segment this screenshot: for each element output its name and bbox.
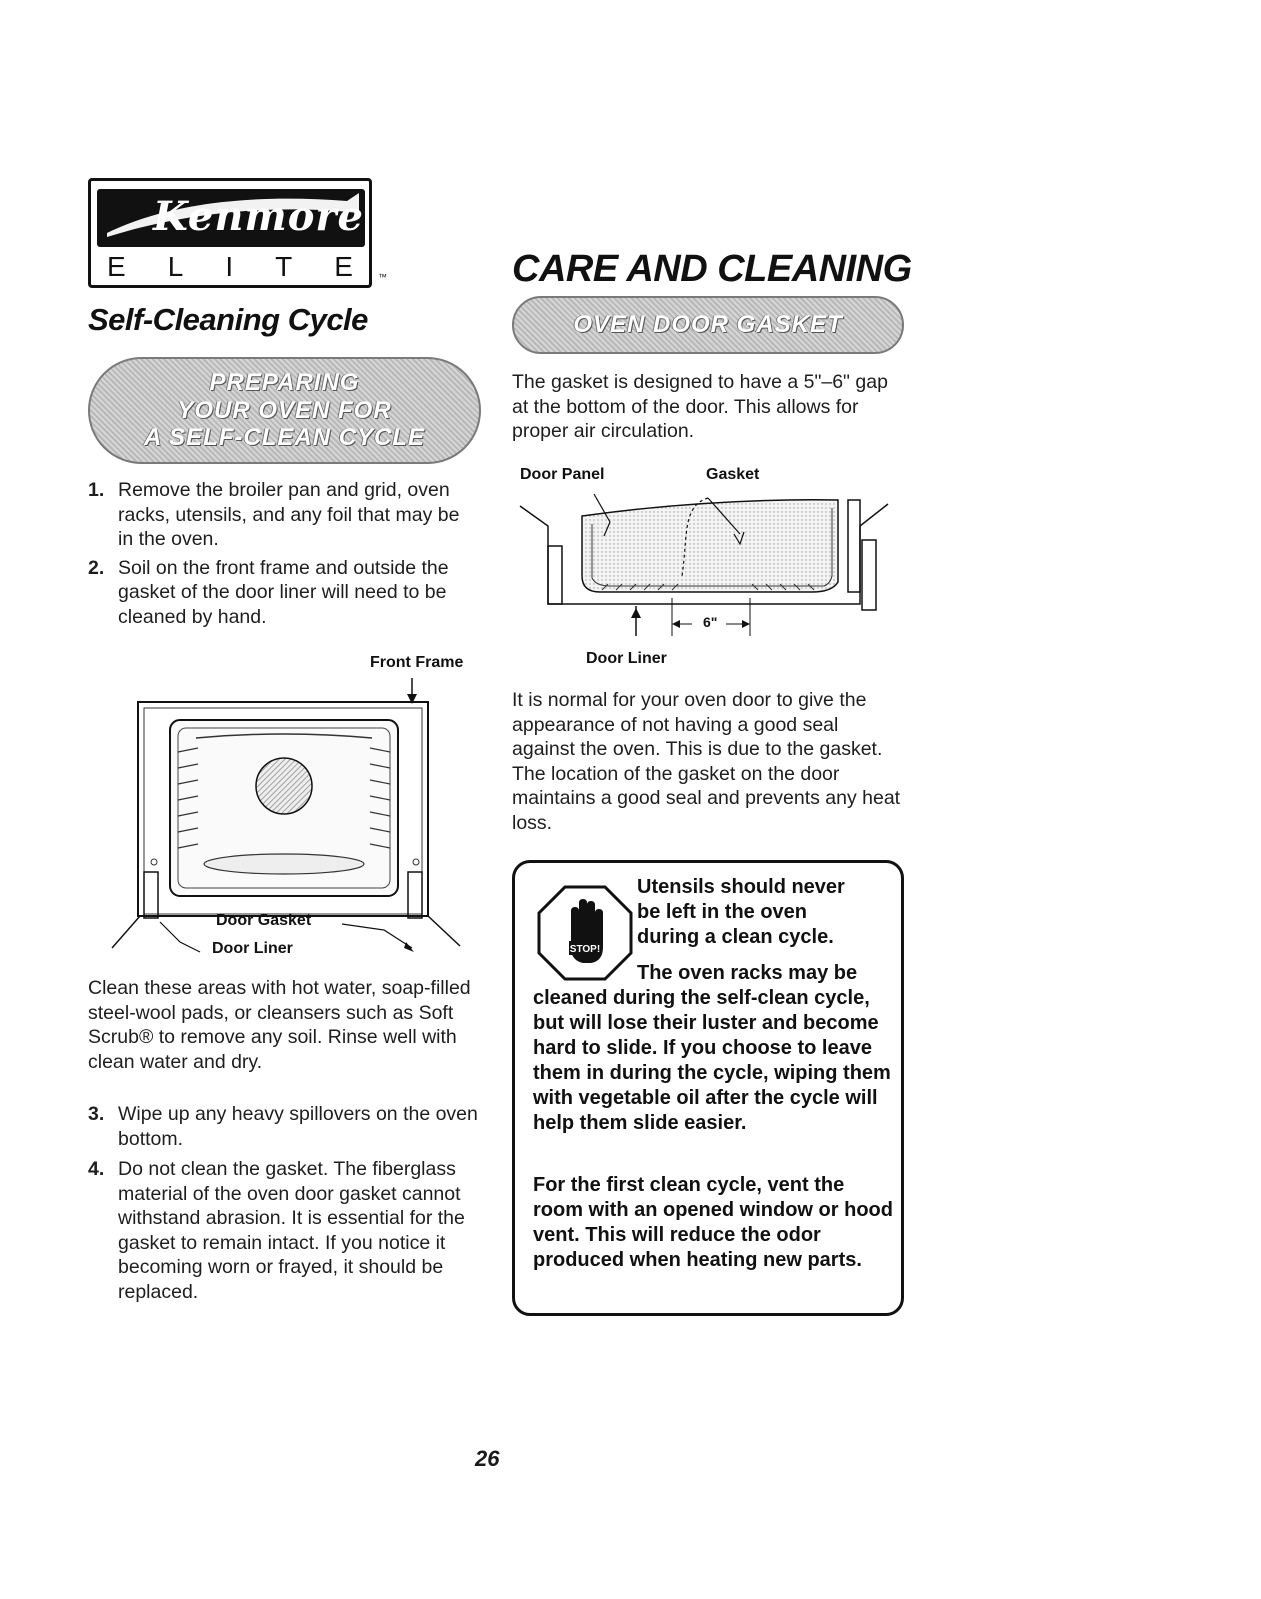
seal-paragraph: It is normal for your oven door to give the appearance of not having a good seal against the oven. This is due to the gasket. The location of the gasket on the door maintains a good seal and prevents any heat loss.	[512, 689, 901, 834]
oven-door-gasket-banner	[512, 296, 904, 354]
banner-line: PREPARING	[209, 369, 360, 397]
step-text: Remove the broiler pan and grid, oven racks, utensils, and any foil that may be in the oven.	[118, 479, 460, 550]
stop-icon-label: STOP!	[569, 944, 601, 955]
banner-line: YOUR OVEN FOR	[177, 396, 392, 424]
front-frame-label: Front Frame	[370, 654, 464, 671]
step-number: 4.	[88, 1158, 105, 1180]
logo-letter: E	[107, 251, 128, 282]
trademark-mark: ™	[378, 272, 387, 282]
more-steps-list	[88, 1102, 480, 1304]
logo-black-band	[97, 189, 365, 247]
page-title: CARE AND CLEANING	[512, 248, 912, 290]
warning-vent-paragraph: For the first clean cycle, vent the room with an opened window or hood vent. This will reduce the odor produced when heating new parts.	[533, 1174, 893, 1271]
gasket-label: Gasket	[706, 466, 760, 483]
gasket-intro: The gasket is designed to have a 5"–6" gap at the bottom of the door. This allows for proper air circulation.	[512, 371, 888, 442]
logo-letter: L	[167, 251, 186, 282]
step-text: Do not clean the gasket. The fiberglass material of the oven door gasket cannot withstand abrasion. It is essential for the gasket to remain intact. If you notice it becoming worn or frayed, it should be replaced.	[118, 1158, 465, 1303]
clean-instructions: Clean these areas with hot water, soap-filled steel-wool pads, or cleansers such as Soft Scrub® to remove any soil. Rinse well with clean water and dry.	[88, 977, 471, 1073]
gap-dimension-label: 6"	[703, 614, 718, 630]
step-text: Soil on the front frame and outside the gasket of the door liner will need to be cleaned by hand.	[118, 556, 449, 628]
kenmore-elite-logo	[88, 178, 372, 288]
door-liner-label-right: Door Liner	[586, 650, 667, 667]
preparing-banner	[88, 357, 481, 464]
logo-wordmark: Kenmore	[153, 193, 364, 240]
list-item	[88, 1157, 480, 1304]
page-number: 26	[475, 1446, 500, 1471]
step-number: 2.	[88, 556, 105, 579]
list-item	[88, 478, 480, 552]
logo-letter: T	[275, 251, 295, 282]
warning-line: during a clean cycle.	[637, 926, 834, 948]
banner-text: OVEN DOOR GASKET	[573, 311, 843, 339]
banner-line: A SELF-CLEAN CYCLE	[143, 424, 426, 452]
warning-lead: The oven racks may be	[637, 962, 858, 984]
logo-letter: I	[225, 251, 236, 282]
step-text: Wipe up any heavy spillovers on the oven bottom.	[118, 1103, 478, 1150]
door-gasket-label: Door Gasket	[216, 912, 312, 929]
door-panel-label: Door Panel	[520, 466, 605, 483]
step-number: 1.	[88, 479, 105, 501]
warning-headline	[637, 875, 897, 950]
list-item	[88, 556, 480, 630]
warning-racks-paragraph	[533, 961, 893, 1136]
list-item	[88, 1102, 480, 1151]
logo-elite-letters	[97, 251, 365, 283]
warning-box	[512, 860, 904, 1316]
warning-racks-text: cleaned during the self-clean cycle, but will lose their luster and become hard to slide. If you choose to leave them in during the cycle, wiping them with vegetable oil after the cycle will help them slide easier.	[533, 987, 891, 1134]
warning-line: Utensils should never	[637, 876, 845, 898]
warning-line: be left in the oven	[637, 901, 808, 923]
prep-steps-list	[88, 478, 480, 629]
step-number: 3.	[88, 1103, 105, 1125]
door-liner-label-left: Door Liner	[212, 940, 293, 957]
logo-letter: E	[334, 251, 355, 282]
section-title: Self-Cleaning Cycle	[88, 302, 368, 337]
